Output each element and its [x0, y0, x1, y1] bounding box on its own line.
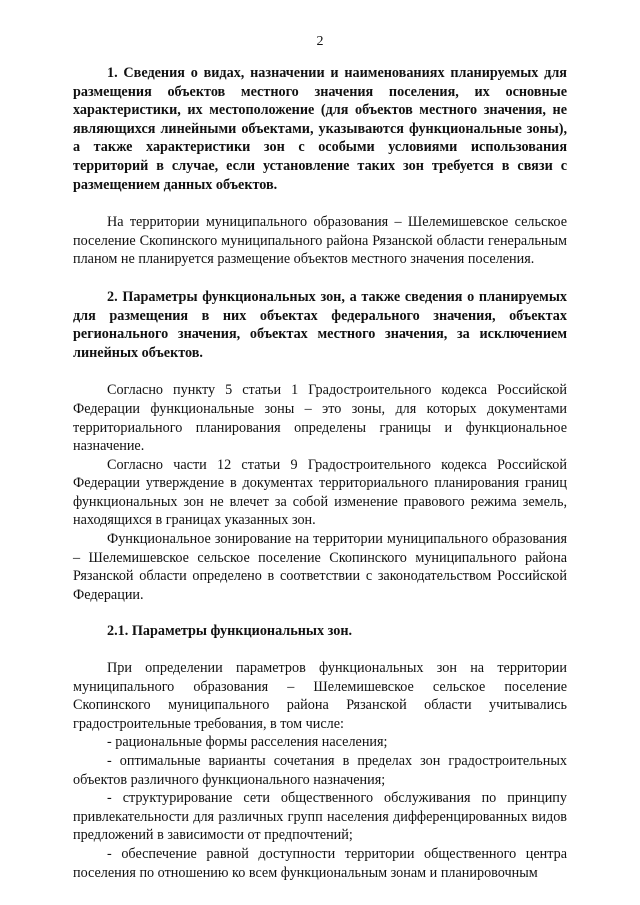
- section-1-heading: 1. Сведения о видах, назначении и наименованиях планируемых для размещения объектов местного значения поселения, их основные характеристики, их местоположение (для объектов местного значения, не являющихся линейными объектами, указываются функциональные зоны), а также характеристики зон с особыми условиями использования территорий в случае, если установление таких зон требуется в связи с размещением данных объектов.: [73, 65, 567, 193]
- section-2-paragraph-1: Согласно пункту 5 статьи 1 Градостроительного кодекса Российской Федерации функциональные зоны – это зоны, для которых документами территориального планирования определены границы и функциональное назначение.: [73, 382, 567, 455]
- list-item: - структурирование сети общественного обслуживания по принципу привлекательности для различных групп населения дифференцированных видов предложений в зависимости от предпочтений;: [73, 790, 567, 844]
- section-2-1-intro: При определении параметров функциональных зон на территории муниципального образования – Шелемишевское сельское поселение Скопинского муниципального района Рязанской области учитывались градостроительные требования, в том числе:: [73, 660, 567, 732]
- section-2-1-heading: 2.1. Параметры функциональных зон.: [107, 623, 353, 640]
- section-1-paragraph: На территории муниципального образования – Шелемишевское сельское поселение Скопинского муниципального района Рязанской области генеральным планом не планируется размещение объектов местного значения поселения.: [73, 214, 567, 268]
- section-2-paragraph-3: Функциональное зонирование на территории муниципального образования – Шелемишевское сельское поселение Скопинского муниципального района Рязанской области определено в соответствии с законодательством Российской Федерации.: [73, 531, 567, 603]
- section-2-heading: 2. Параметры функциональных зон, а также сведения о планируемых для размещения в них объектах федерального значения, объектах регионального значения, объектах местного значения, за исключением линейных объектов.: [73, 288, 567, 361]
- section-2-paragraph-2: Согласно части 12 статьи 9 Градостроительного кодекса Российской Федерации утверждение в документах территориального планирования границ функциональных зон не влечет за собой изменение правового режима земель, находящихся в границах указанных зон.: [73, 456, 567, 529]
- list-item: - обеспечение равной доступности территории общественного центра поселения по отношению ко всем функциональным зонам и планировочным: [73, 845, 567, 881]
- page-number: 2: [316, 34, 324, 49]
- requirements-list: [73, 733, 567, 882]
- page-content: [73, 64, 567, 882]
- list-item: - оптимальные варианты сочетания в пределах зон градостроительных объектов различного функционального назначения;: [73, 753, 567, 788]
- list-item: - рациональные формы расселения населения;: [107, 734, 388, 751]
